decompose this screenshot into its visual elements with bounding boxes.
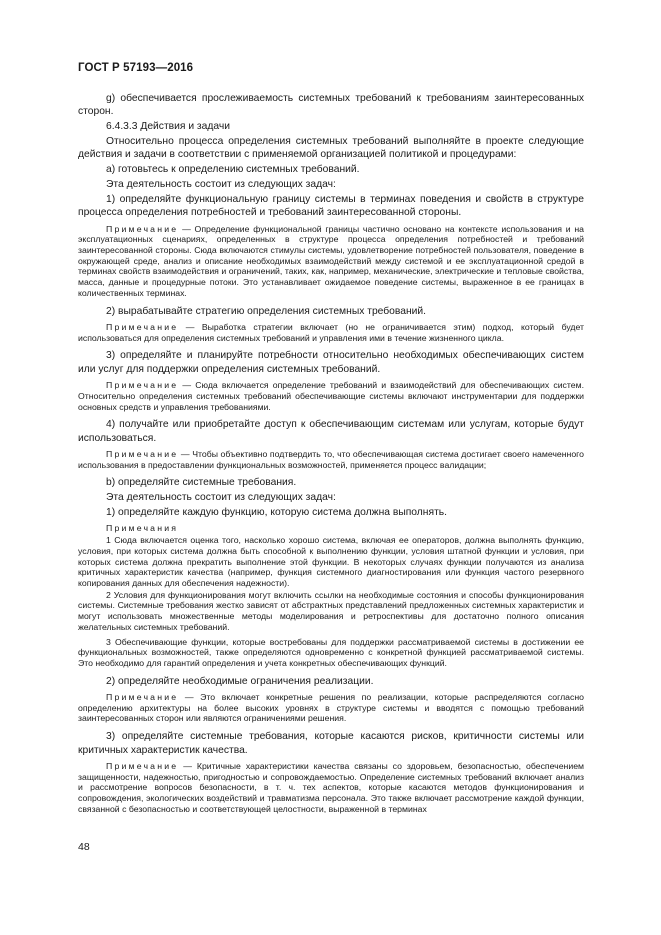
note-label: Примечание <box>106 223 179 234</box>
list-item: 1) определяйте каждую функцию, которую система должна выполнять. <box>106 507 448 519</box>
paragraph: Эта деятельность состоит из следующих задач: <box>106 492 336 504</box>
note-label: Примечание <box>106 380 179 391</box>
note-text: — Выработка стратегии включает (но не ограничивается этим) подход, который будет использоваться для определения системных требований и управления ими в течение жизненного цикла. <box>78 321 584 343</box>
note-label: Примечание <box>106 449 179 460</box>
list-item: 2) вырабатывайте стратегию определения системных требований. <box>106 305 427 317</box>
note <box>78 322 584 343</box>
numbered-note: 2 Условия для функционирования могут включить ссылки на необходимые состояния и способы функционирования системы. Системные требования жестко зависят от абстрактных представлений предложенных системных характеристик и могут использовать множественные методы моделирования и ретроспективы для достаточно полного описания желательных системных требований. <box>78 589 584 632</box>
list-item: b) определяйте системные требования. <box>106 477 297 489</box>
note-text: — Определение функциональной границы частично основано на контексте использования и на эксплуатационных сценариях, определенных в структуре процесса определения потребностей и требований заинтересованной стороны. Сюда включаются стимулы системы, удовлетворение потребностей пользователя, поведение в окружающей среде, анализ и описание необходимых взаимодействий между системой и ее эксплуатационной средой в терминах свойств взаимодействия и ограничений, таких, как, например, механические, электрические и тепловые свойства, масса, данные и процедурные потоки. Это устанавливает ожидаемое поведение системы, выраженное в ее границах в количественных терминах. <box>78 223 584 298</box>
numbered-note: 3 Обеспечивающие функции, которые востребованы для поддержки рассматриваемой системы в достижении ее функциональных возможностей, также определяются одновременно с конкретной функцией рассматриваемой системы. Это необходимо для гарантий определения и учета конкретных обеспечивающих функций. <box>78 636 584 668</box>
note <box>78 449 584 470</box>
notes-heading <box>78 523 584 534</box>
note <box>78 692 584 724</box>
list-item: 3) определяйте и планируйте потребности относительно необходимых обеспечивающих систем или услуг для поддержки определения системных требований. <box>78 350 584 375</box>
note-label: Примечание <box>106 760 179 771</box>
note-label: Примечание <box>106 321 179 332</box>
list-item: 3) определяйте системные требования, которые касаются рисков, критичности системы или критичных характеристик качества. <box>78 731 584 756</box>
paragraph: g) обеспечивается прослеживаемость системных требований к требованиям заинтересованных сторон. <box>78 93 584 118</box>
note-label: Примечание <box>106 692 179 703</box>
note-text: — Чтобы объективно подтвердить то, что обеспечивающая система достигает своего намеченного использования в предоставлении функциональных возможностей, применяется процесс валидации; <box>78 449 584 470</box>
note <box>78 380 584 412</box>
list-item: a) готовьтесь к определению системных требований. <box>106 164 360 176</box>
list-item: 4) получайте или приобретайте доступ к обеспечивающим системам или услугам, которые будут использоваться. <box>78 419 584 444</box>
document-body <box>78 92 584 820</box>
page-number: 48 <box>78 841 90 853</box>
numbered-note: 1 Сюда включается оценка того, насколько хорошо система, включая ее операторов, должна выполнять функцию, условия, при которых система должна быть способной к выполнению функции, условия штатной функции и условия, при которых система должна прекратить выполнение этой функции. В некоторых случаях функции получаются из анализа критичных характеристик качества (например, функция системного диагностирования или функция частого резервного копирования данных для обеспечения надежности). <box>78 535 584 588</box>
notes-label: Примечания <box>106 523 179 534</box>
note-text: — Это включает конкретные решения по реализации, которые распределяются согласно определению архитектуры на более высоких уровнях в структуре системы и вводятся с помощью требований заинтересованных сторон или являются ограничениями решения. <box>78 692 584 724</box>
note <box>78 224 584 299</box>
list-item: 1) определяйте функциональную границу системы в терминах поведения и свойств в структуре процесса определения потребностей и требований заинтересованной стороны. <box>78 193 584 219</box>
note-text: — Критичные характеристики качества связаны со здоровьем, безопасностью, обеспечением защищенности, надежностью, пригодностью и сопровождаемостью. Определение системных требований включает анализ и рассмотрение вопросов безопасности, в т. ч. тех аспектов, которые касаются методов функционирования и сопровождения, экологических воздействий и травматизма персонала. Это также включает рассмотрение каждой функции, связанной с безопасностью и соответствующей целостности, выраженной в терминах <box>78 760 584 814</box>
note-text: — Сюда включается определение требований и взаимодействий для обеспечивающих систем. Относительно определения системных требований обеспечивающие системы включают инструментарии для поддержки основных средств и управления требованиями. <box>78 380 584 412</box>
note <box>78 761 584 815</box>
list-item: 2) определяйте необходимые ограничения реализации. <box>106 675 374 687</box>
paragraph: Эта деятельность состоит из следующих задач: <box>106 179 336 190</box>
section-heading: 6.4.3.3 Действия и задачи <box>106 121 231 133</box>
paragraph: Относительно процесса определения системных требований выполняйте в проекте следующие действия и задачи в соответствии с применяемой организацией политикой и процедурами: <box>78 136 584 161</box>
document-header: ГОСТ Р 57193—2016 <box>78 62 194 74</box>
